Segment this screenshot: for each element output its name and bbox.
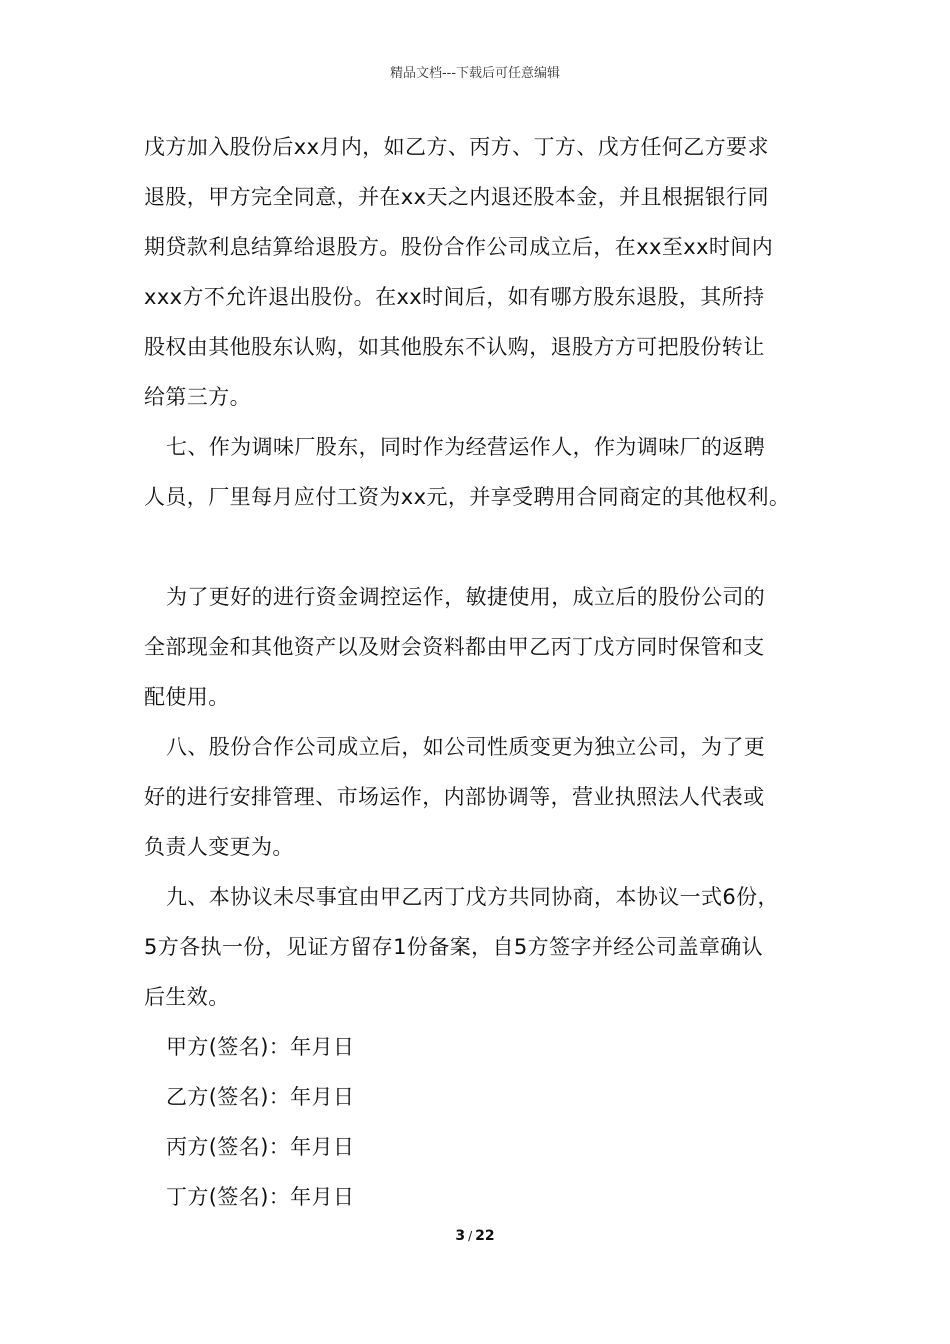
line-13: 八、股份合作公司成立后，如公司性质变更为独立公司，为了更 <box>166 735 766 759</box>
line-3: 期贷款利息结算给退股方。股份合作公司成立后，在xx至xx时间内 <box>144 235 774 259</box>
line-18: 后生效。 <box>144 985 230 1009</box>
line-15: 负责人变更为。 <box>144 835 294 859</box>
line-14: 好的进行安排管理、市场运作，内部协调等，营业执照法人代表或 <box>144 785 765 809</box>
page-header: 精品文档---下载后可任意编辑 <box>389 66 561 81</box>
signature-line-yi: 乙方(签名)：年月日 <box>166 1085 355 1109</box>
line-5: 股权由其他股东认购，如其他股东不认购，退股方方可把股份转让 <box>144 335 765 359</box>
document-body <box>144 122 819 1222</box>
line-17: 5方各执一份，见证方留存1份备案，自5方签字并经公司盖章确认 <box>144 935 764 959</box>
line-1: 戊方加入股份后xx月内，如乙方、丙方、丁方、戊方任何乙方要求 <box>144 135 769 159</box>
signature-line-bing: 丙方(签名)：年月日 <box>166 1135 355 1159</box>
line-16: 九、本协议未尽事宜由甲乙丙丁戊方共同协商，本协议一式6份， <box>166 885 779 909</box>
total-pages-number: 22 <box>475 1228 495 1244</box>
line-8: 人员，厂里每月应付工资为xx元，并享受聘用合同商定的其他权利。 <box>144 485 791 509</box>
signature-line-ding: 丁方(签名)：年月日 <box>166 1185 355 1209</box>
line-12: 配使用。 <box>144 685 230 709</box>
current-page-number: 3 <box>455 1228 466 1244</box>
page-separator: / <box>468 1229 473 1243</box>
line-2: 退股，甲方完全同意，并在xx天之内退还股本金，并且根据银行同 <box>144 185 769 209</box>
line-11: 全部现金和其他资产以及财会资料都由甲乙丙丁戊方同时保管和支 <box>144 635 765 659</box>
line-7: 七、作为调味厂股东，同时作为经营运作人，作为调味厂的返聘 <box>166 435 766 459</box>
line-4: xxx方不允许退出股份。在xx时间后，如有哪方股东退股，其所持 <box>144 285 765 309</box>
line-6: 给第三方。 <box>144 385 251 409</box>
blank-line <box>144 522 819 572</box>
page-number <box>0 1226 950 1246</box>
signature-line-jia: 甲方(签名)：年月日 <box>166 1035 355 1059</box>
line-10: 为了更好的进行资金调控运作，敏捷使用，成立后的股份公司的 <box>166 585 766 609</box>
